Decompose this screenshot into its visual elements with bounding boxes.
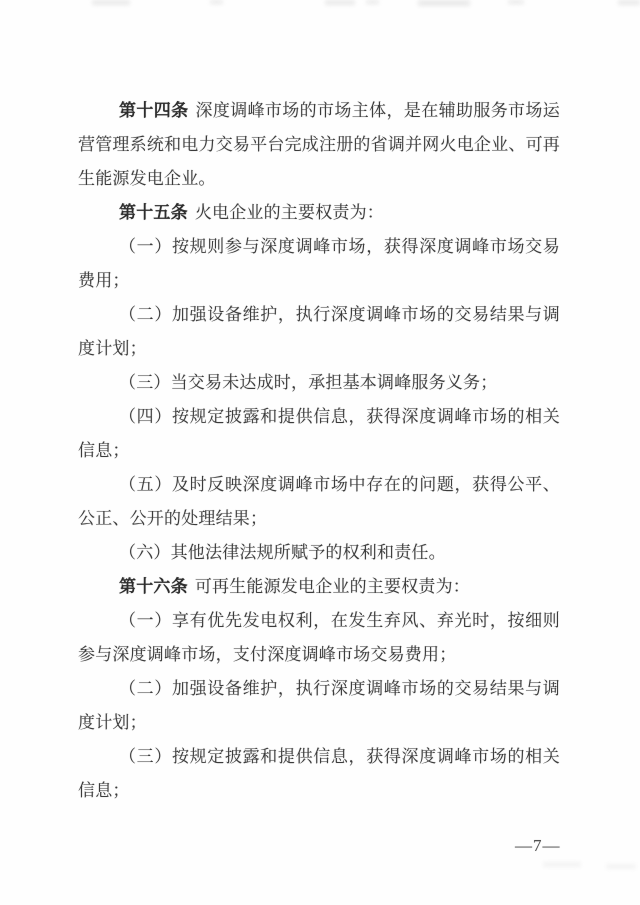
- article-heading-paragraph: 第十六条 可再生能源发电企业的主要权责为：: [119, 577, 471, 596]
- clause-paragraph: （六）其他法律法规所赋予的权利和责任。: [119, 543, 446, 562]
- clause-paragraph: （四）按规定披露和提供信息，获得深度调峰市场的相关信息；: [78, 407, 560, 460]
- article-number: 第十五条: [119, 203, 188, 222]
- clause-paragraph: （一）按规则参与深度调峰市场，获得深度调峰市场交易费用；: [78, 237, 560, 290]
- scan-artifact: [325, 0, 355, 5]
- article-heading-paragraph: 第十五条 火电企业的主要权责为：: [119, 203, 385, 222]
- clause-paragraph: （三）按规定披露和提供信息，获得深度调峰市场的相关信息；: [78, 747, 560, 800]
- scan-artifact: [366, 0, 379, 4]
- clause-paragraph: （一）享有优先发电权利，在发生弃风、弃光时，按细则参与深度调峰市场，支付深度调峰市场交易费用；: [78, 611, 560, 664]
- article-number: 第十四条: [119, 101, 189, 120]
- page-number: —7—: [515, 836, 561, 855]
- article-number: 第十六条: [119, 577, 188, 596]
- scan-artifact: [606, 864, 636, 869]
- clause-paragraph: （三）当交易未达成时，承担基本调峰服务义务；: [119, 373, 498, 392]
- clause-paragraph: （二）加强设备维护，执行深度调峰市场的交易结果与调度计划；: [78, 679, 560, 732]
- document-body: [78, 94, 560, 808]
- clause-paragraph: （五）及时反映深度调峰市场中存在的问题，获得公平、公正、公开的处理结果；: [78, 475, 560, 528]
- scan-artifact: [508, 0, 524, 4]
- scan-artifact: [210, 0, 223, 4]
- article-heading-paragraph: 第十四条 深度调峰市场的市场主体，是在辅助服务市场运营管理系统和电力交易平台完成注册的省调并网火电企业、可再生能源发电企业。: [78, 101, 560, 188]
- scan-artifact: [543, 862, 581, 867]
- scan-artifact: [92, 0, 130, 5]
- scan-artifact: [618, 0, 640, 5]
- scan-artifact: [418, 0, 470, 6]
- clause-paragraph: （二）加强设备维护，执行深度调峰市场的交易结果与调度计划；: [78, 305, 560, 358]
